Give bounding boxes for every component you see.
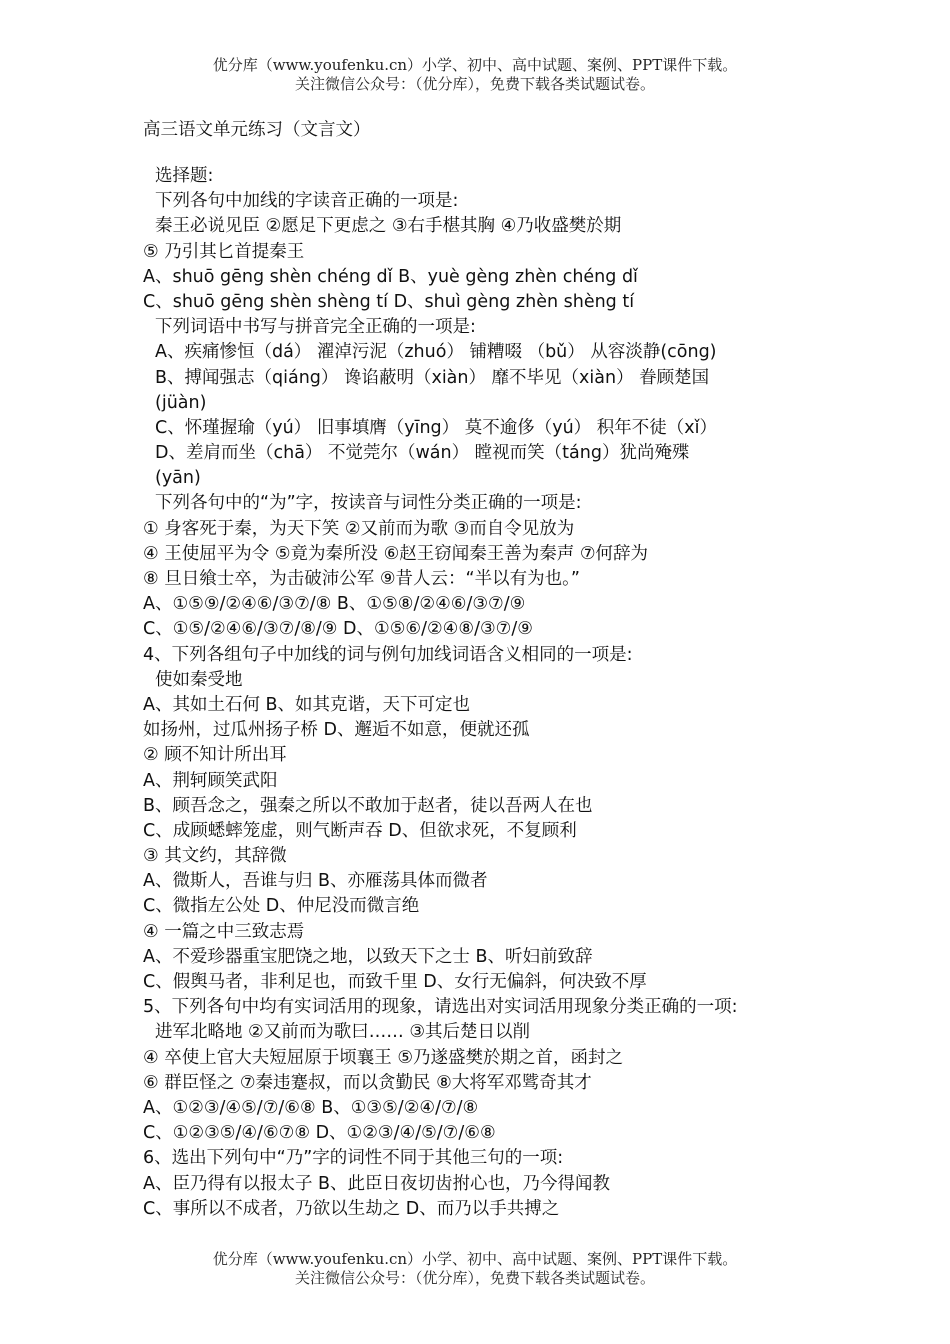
header-line-1: 优分库（www.youfenku.cn）小学、初中、高中试题、案例、PPT课件下载。: [212, 56, 738, 74]
text-line: C、假舆马者，非利足也，而致千里 D、女行无偏斜，何决致不厚: [143, 972, 647, 992]
text-line: (yān): [155, 468, 201, 489]
document-title: 高三语文单元练习（文言文）: [143, 120, 371, 140]
footer-line-1: 优分库（www.youfenku.cn）小学、初中、高中试题、案例、PPT课件下载。: [212, 1250, 738, 1268]
text-line: B、顾吾念之，强秦之所以不敢加于赵者，徒以吾两人在也: [143, 795, 593, 816]
text-line: ⑥ 群臣怪之 ⑦秦违蹇叔，而以贪勤民 ⑧大将军邓骘奇其才: [143, 1072, 592, 1093]
text-line: C、怀瑾握瑜（yú） 旧事填膺（yīng） 莫不逾侈（yú） 积年不徒（xǐ）: [155, 417, 717, 438]
text-line: A、疾痛惨恒（dá） 濯淖污泥（zhuó） 铺糟啜 （bǔ） 从容淡静(cōng): [155, 342, 717, 363]
page-header: [0, 56, 950, 94]
text-line: 下列词语中书写与拼音完全正确的一项是:: [155, 317, 476, 338]
text-line: (jüàn): [155, 392, 207, 413]
text-line: C、shuō gēng shèn shèng tí D、shuì gèng zhèn shèng tí: [143, 291, 635, 312]
text-line: 使如秦受地: [155, 669, 243, 690]
text-line: A、微斯人，吾谁与归 B、亦雁荡具体而微者: [143, 871, 488, 892]
text-line: A、荆轲顾笑武阳: [143, 770, 278, 791]
text-line: C、①⑤/②④⑥/③⑦/⑧/⑨ D、①⑤⑥/②④⑧/③⑦/⑨: [143, 619, 533, 640]
header-line-2: 关注微信公众号：（优分库），免费下载各类试题试卷。: [294, 75, 655, 93]
text-line: B、搏闻强志（qiáng） 谗谄蔽明（xiàn） 靡不毕见（xiàn） 眷顾楚国: [155, 367, 710, 388]
document-body: [143, 164, 823, 1222]
text-line: ① 身客死于秦，为天下笑 ②又前而为歌 ③而自令见放为: [143, 518, 575, 539]
text-line: ② 顾不知计所出耳: [143, 745, 287, 766]
text-line: 选择题:: [155, 166, 214, 186]
text-line: ③ 其文约，其辞微: [143, 846, 287, 867]
text-line: A、shuō gēng shèn chéng dǐ B、yuè gèng zhèn chéng dǐ: [143, 266, 638, 287]
text-line: A、①⑤⑨/②④⑥/③⑦/⑧ B、①⑤⑧/②④⑥/③⑦/⑨: [143, 594, 526, 615]
text-line: A、其如土石何 B、如其克谐，天下可定也: [143, 694, 471, 715]
text-line: C、成顾蟋蟀笼虚，则气断声吞 D、但欲求死，不复顾利: [143, 820, 577, 841]
text-line: C、事所以不成者，乃欲以生劫之 D、而乃以手共搏之: [143, 1198, 560, 1219]
text-line: ④ 一篇之中三致志焉: [143, 921, 305, 942]
text-line: 如扬州，过瓜州扬子桥 D、邂逅不如意，便就还孤: [143, 720, 530, 741]
text-line: ⑤ 乃引其匕首提秦王: [143, 241, 305, 262]
text-line: 下列各句中加线的字读音正确的一项是:: [155, 191, 459, 212]
text-line: 4、下列各组句子中加线的词与例句加线词语含义相同的一项是:: [143, 644, 633, 665]
text-line: D、差肩而坐（chā） 不觉莞尔（wán） 瞠视而笑（táng）犹尚殗殜: [155, 443, 690, 464]
text-line: ⑧ 旦日飨士卒，为击破沛公军 ⑨昔人云：“半以有为也。”: [143, 569, 580, 589]
text-line: 下列各句中的“为”字，按读音与词性分类正确的一项是:: [155, 493, 582, 514]
footer-line-2: 关注微信公众号：（优分库），免费下载各类试题试卷。: [294, 1269, 655, 1287]
text-line: ④ 卒使上官大夫短屈原于顷襄王 ⑤乃遂盛樊於期之首，函封之: [143, 1047, 624, 1068]
text-line: A、臣乃得有以报太子 B、此臣日夜切齿拊心也，乃今得闻教: [143, 1173, 611, 1194]
text-line: ④ 王使屈平为令 ⑤竟为秦所没 ⑥赵王窃闻秦王善为秦声 ⑦何辞为: [143, 543, 649, 564]
text-line: C、微指左公处 D、仲尼没而微言绝: [143, 896, 420, 917]
text-line: 6、选出下列句中“乃”字的词性不同于其他三句的一项:: [143, 1148, 564, 1169]
text-line: C、①②③⑤/④/⑥⑦⑧ D、①②③/④/⑤/⑦/⑥⑧: [143, 1123, 496, 1144]
text-line: 秦王必说见臣 ②愿足下更虑之 ③右手椹其胸 ④乃收盛樊於期: [155, 216, 622, 237]
text-line: A、不爱珍器重宝肥饶之地，以致天下之士 B、听妇前致辞: [143, 946, 593, 967]
text-line: 进军北略地 ②又前而为歌曰…… ③其后楚日以削: [155, 1022, 531, 1043]
text-line: A、①②③/④⑤/⑦/⑥⑧ B、①③⑤/②④/⑦/⑧: [143, 1097, 479, 1118]
text-line: 5、下列各句中均有实词活用的现象，请选出对实词活用现象分类正确的一项:: [143, 997, 738, 1018]
page-footer: [0, 1250, 950, 1288]
